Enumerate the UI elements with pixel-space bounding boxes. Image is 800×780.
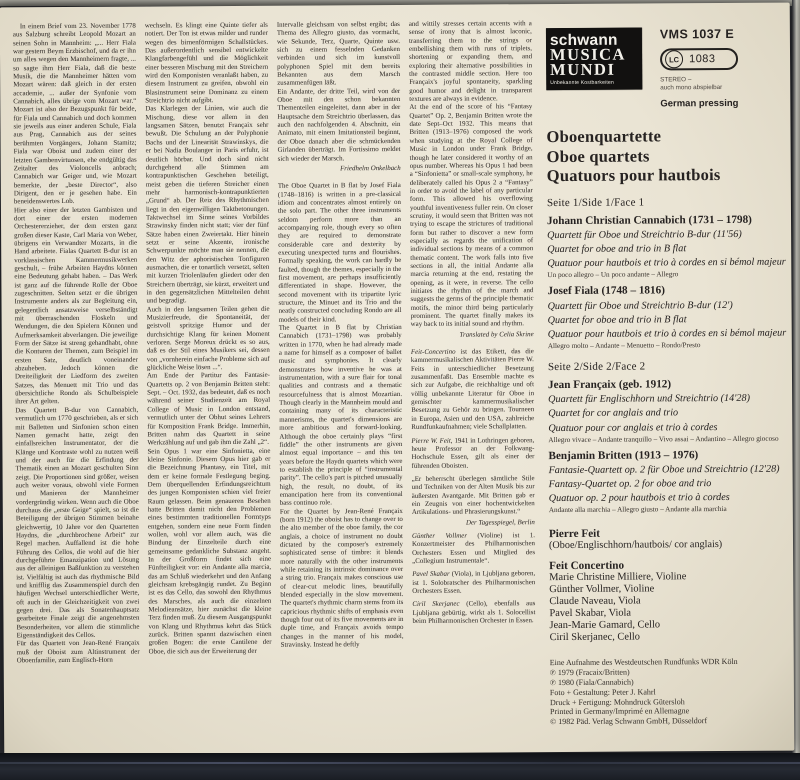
logo-word-mundi: MUNDI xyxy=(550,59,616,79)
label-code-badge xyxy=(660,48,738,70)
notes-paragraph: Hier also einer der letzten Gambisten und dort einer der ersten modernen Orchestererzieher, der dem ersten ganz großen dieser Kaste, Carl Maria von Weber, übrigens ein Verwandter Mozarts, in die Hand arbeitete. Fialas Quartett B-dur ist an vorklassischen Kammermusikwerken geschult, – frühe Arbeiten Haydns können eine Bedeutung gehabt haben. – Das Werk ist ganz auf die führende Rolle der Oboe zugeschnitten. Selten setzt er die übrigen Instrumente anders als zur Begleitung ein, gelegentlich ansatzweise verselbständigt mit überraschenden Floskeln und Wendungen, die den Spielern Können und Aufmerksamkeit abverlangen. Die jeweilige Form der Sätze ist streng gehandhabt, ohne die Konturen der Themen, zum Beispiel im ersten Satz, deutlich voneinander abzuheben. Jedoch können die Dreiteiligkeit der Liedform des zweiten Satzes, das Menuett mit Trio und das übersichtliche Rondo als Schulbeispiele ihrer Art gelten. xyxy=(13,206,139,406)
notes-signature: Friedhelm Onkelbach xyxy=(340,164,401,173)
credit-line: ℗ 1979 (Fracaix/Britten) xyxy=(549,667,630,678)
album-back-cover xyxy=(0,3,794,756)
stereo-note xyxy=(660,76,738,91)
album-title-fr: Quatuors pour hautbois xyxy=(546,165,721,186)
logo-tagline: Unbekannte Kostbarkeiten xyxy=(550,79,614,87)
side-heading: Seite 2/Side 2/Face 2 xyxy=(547,360,646,374)
work-title-en: Fantasy-Quartet op. 2 for oboe and trio xyxy=(548,478,712,491)
photo-bottom-shadow xyxy=(0,753,800,780)
work-entry xyxy=(548,448,790,514)
notes-paragraph: Feit-Concertino ist das Etikett, das die kammermusikalischen Aktivitäten Pierre W. Feits in unterschiedlicher Besetzung zusammenfaßt. Das Ensemble machte es sich zur Aufgabe, die reichhaltige und oft völlig unbekannte Literatur für Oboe in gemischter kammermusikalischer Besetzung zu Gehör zu bringen. Tourneen in Europa, Asien und den USA, zahlreiche Rundfunkaufnahmen; viele Schallplatten. xyxy=(410,348,535,432)
soloist-name: Pierre Feit xyxy=(548,527,601,540)
notes-paragraph: Für das Quartett von Jean-René Françaix muß der Oboist zum Altinstrument der Oboenfamilie, zum Englisch-Horn xyxy=(16,640,140,665)
catalog-block xyxy=(660,27,739,109)
logo-brand-text: schwann xyxy=(549,31,618,50)
work-composer: Benjamin Britten (1913 – 1976) xyxy=(548,449,699,462)
album-title-de: Oboenquartette xyxy=(546,126,662,147)
notes-paragraph: Ein Andante, der dritte Teil, wird von der Oboe mit den schon bekannten Thementeilen eingeleitet, dann aber in der Hauptsache dem Streichtrio überlassen, das auch den nachfolgenden 4. Abschnitt, ein Animato, mit einem Imitationsteil beginnt, der Oboe danach aber die schmückenden Girlanden überträgt. Im Fortissimo meldet sich wieder der Marsch. xyxy=(277,87,401,163)
catalog-number: VMS 1037 E xyxy=(659,26,735,42)
credit-line: Foto + Gestaltung: Peter J. Kahrl xyxy=(549,687,656,697)
notes-paragraph: Das Quartett B-dur von Cannabich, vermutlich um 1770 geschrieben, als er sich mit Balletten und Sinfonien schon einen Namen gemacht hatte, zeigt den einfallsreichen Instrumentator, der die Klänge und Kontraste wohl zu nutzen weiß und der auch für die Erfindung der Thematik einen an Mozart geschulten Sinn zeigt. Die Proportionen sind größer, weisen auch weiter voraus, obwohl viele Formen und Manieren der Mannheimer vordergründig wirken. Wenn auch die Oboe durchaus die „erste Geige“ spielt, so ist die Beteiligung der übrigen Stimmen beinahe gleichwertig, 10 Jahre vor den Quartetten Haydns, die „durchbrochene Arbeit“ zur Regel machen. Auffallend ist die hohe Führung des Cellos, die wohl auf die hier durchgeführte Emanzipation und Lösung aus der alleinigen Baßfunktion zu verstehen ist. Vielfältig ist auch das rhythmische Bild und knifflig das Zusammenspiel durch den häufigen Wechsel unterschiedlicher Werte, oft auch in der Gleichzeitigkeit von zwei gegen drei. Das als Sonatenhauptsatz gearbeitete Finale zeigt die angenehmsten Besonderheiten, vor allem die stimmliche Eigenständigkeit des Cellos. xyxy=(15,406,140,640)
notes-paragraph: wechseln. Es klingt eine Quinte tiefer als notiert. Der Ton ist etwas milder und runder wegen des birnenförmigen Schallstückes. Das außerordentlich sensibel entwickelte Klangfarbengefühl und die Möglichkeit einer besseren Mischung mit den Streichern wird den Komponisten veranlaßt haben, zu diesem Instrument zu greifen, obwohl ein Blasinstrument seine Dominanz zu einem Streichtrio nicht aufgibt. xyxy=(144,21,269,105)
ensemble-members xyxy=(549,570,791,644)
notes-paragraph: Am Ende der Partitur des Fantasie-Quartetts op. 2 von Benjamin Britten steht: Sept. – Oct. 1932, das bedeutet, daß es noch während seiner Studienzeit am Royal College of Music in London entstand, vermutlich unter der Obhut seines Lehrers für Komposition Frank Bridge. Immerhin, Britten nahm das Quartett in seine Werkzählung auf und gab ihm die Zahl „2“. xyxy=(146,372,271,447)
notes-paragraph: Ciril Skerjanec (Cello), ebenfalls aus Ljubljana gebürtig, wirkt als 1. Solocellist beim Philharmonischen Orchester in Essen. xyxy=(412,600,536,625)
work-title-de: Quartett für Oboe und Streichtrio B-dur (11'56) xyxy=(547,228,742,241)
work-title-en: Quartet for cor anglais and trio xyxy=(548,407,679,420)
work-title-de: Quartett für Oboe und Streichtrio B-dur (12') xyxy=(547,299,733,312)
notes-paragraph: The Oboe Quartet in B flat by Josef Fiala (1748–1816) is written in a pre-classical idiom and concentrates almost entirely on the solo part. The other three instruments seldom perform more than an accompanying role, though every so often they are required to demonstrate considerable care and dexterity by executing unexpected turns and flourishes. Formally speaking, the work can hardly be faulted, though the themes, especially in the first movement, are perhaps insufficiently differentiated in shape. However, the second movement with its tripartite lyric structure, the Minuet and its Trio and the neatly constructed concluding Rondo are all models of their kind. xyxy=(277,182,402,324)
notes-paragraph: and wittily stresses certain accents with a sense of irony that is almost laconic, transferring them to the strings or embellishing them with runs of triplets, shortening or expanding them, and exploring their alternative possibilities in the contrasted middle section. Here too Françaix's joyful spontaneity, sparkling good humor and delight in transparent textures are always in evidence. xyxy=(408,20,533,104)
credit-line: Eine Aufnahme des Westdeutschen Rundfunks WDR Köln xyxy=(549,657,738,668)
work-entry xyxy=(547,213,789,279)
notes-column-1 xyxy=(13,23,140,750)
liner-notes xyxy=(13,20,536,749)
ensemble-member: Claude Naveau, Viola xyxy=(549,595,641,608)
work-movements: Allegro molto – Andante – Menuetto – Rondo/Presto xyxy=(547,341,701,350)
notes-column-3 xyxy=(277,21,404,748)
notes-column-2 xyxy=(145,22,272,749)
work-entry xyxy=(548,378,790,444)
credits-block xyxy=(550,657,792,727)
logo-word-musica: MUSICA xyxy=(549,44,626,65)
notes-paragraph: The Quartet in B flat by Christian Cannabich (1731–1798) was probably written in 1770, when he had already made a name for himself as a composer of ballet music and symphonies. It clearly demonstrates how inventive he was at instrumentation, with a sure flair for tonal qualities and contrasts and a thematic resourcefulness that is almost Mozartian. Though clearly in the Mannheim mould and containing many of its characteristic mannerisms, the quartet's dimensions are more ambitious and forward-looking. Although the oboe certainly plays “first fiddle” the other instruments are given almost equal importance – and this ten years before the Haydn quartets which were to establish the principle of “instrumental parity”. The cello's part is pitched unusually high, the result, no doubt, of its emancipation here from its conventional bass continuo role. xyxy=(278,324,403,507)
work-movements: Un poco allegro – Un poco andante – Allegro xyxy=(547,270,679,280)
tracklist xyxy=(547,195,791,515)
credit-line: ℗ 1980 (Fiala/Cannabich) xyxy=(549,677,634,688)
work-title-fr: Quatuor pour hautbois et trio à cordes en si bémol majeur xyxy=(547,256,786,270)
notes-column-4 xyxy=(409,20,536,747)
notes-paragraph: Intervalle gleichsam von selbst ergibt; das Thema des Allegro giusto, das vormacht, wie Sekunde, Terz, Quarte, Quinte usw. sich zu einem fesselnden Gedanken verbinden und sich im kunstvoll polyphonen Spiel mit dem bereits Bekannten aus dem Marsch zusammenfügen läßt. xyxy=(276,20,401,88)
album-title-en: Oboe quartets xyxy=(546,145,650,166)
notes-paragraph: At the end of the score of his “Fantasy Quartet” Op. 2, Benjamin Britten wrote the date Sept–Oct 1932. This means that Britten (1913–1976) composed the work when studying at the Royal College of Music in London under Frank Bridge, though he later considered it worthy of an opus number. Whereas his Opus 1 had been a “Sinfonietta” or small-scale symphony, he deliberately called his Opus 2 a “Fantasy” in order to avoid the label of any particular form. This allowed his overflowing youthful inventiveness fuller rein. On closer scrutiny, it would seem that Britten was not trying to escape the strictures of traditional form but rather to discover a new form especially as regards the unification of individual sections by means of a common thematic content. The work falls into five sections in all, the initial Andante alla marcia returning at the end, restating the opening, as it were, in reverse. The cello initiates the rhythm of the march and suggests the germs of the principle thematic motifs, the minor third being particularly prominent. The quartet finally makes its way back to its initial sound and rhythm. xyxy=(409,103,534,329)
work-movements: Allegro vivace – Andante tranquillo – Vivo assai – Andantino – Allegro giocoso xyxy=(548,434,779,444)
work-title-fr: Quatuor pour cor anglais et trio à cordes xyxy=(548,421,718,434)
work-title-fr: Quatuor pour hautbois et trio à cordes en si bémol majeur xyxy=(547,327,787,340)
work-composer: Johann Christian Cannabich (1731 – 1798) xyxy=(546,213,752,227)
label-info-row xyxy=(546,27,788,110)
work-entry xyxy=(547,284,789,350)
ensemble-member: Marie Christine Milliere, Violine xyxy=(549,571,687,583)
schwann-musica-mundi-logo xyxy=(546,27,642,90)
soloist-instruments: (Oboe/Englischhorn/hautbois/ cor anglais) xyxy=(548,538,723,551)
credit-line: © 1982 Päd. Verlag Schwann GmbH, Düsseldorf xyxy=(550,716,708,727)
performers-block xyxy=(549,526,792,644)
sidebar xyxy=(546,27,792,754)
work-title-de: Fantasie-Quartett op. 2 für Oboe und Streichtrio (12'28) xyxy=(548,463,780,477)
notes-signature: Der Tagesspiegel, Berlin xyxy=(465,518,535,527)
notes-paragraph: „Er beherrscht überlegen sämtliche Stile und Techniken von der Alten Musik bis zur äußersten Avantgarde. Mit Britten gab er ein Zeugnis von einer hochentwickelten Artikulations- und Phrasierungskunst.“ xyxy=(411,475,535,517)
work-movements: Andante alla marchia – Allegro giusto – Andante alla marchia xyxy=(548,505,727,515)
notes-paragraph: Pierre W. Feit, 1941 in Lothringen geboren, heute Professor an der Folkwang-Hochschule Essen, gilt als einer der führenden Oboisten. xyxy=(411,436,535,470)
work-title-en: Quartet for oboe and trio in B flat xyxy=(547,313,687,326)
notes-paragraph: Auch in den langsamen Teilen gehen die Musizierfreude, die Spontaneität, der geistvoll spritzige Humor und der durchsichtige Klang für keinen Moment verloren. Serge Moreux drückt es so aus, daß es der Stil eines Musikers sei, dessen von „vornherein einfache Probleme sich auf glückliche Weise lösen ...“. xyxy=(146,305,270,372)
stereo-note-line2: auch mono abspielbar xyxy=(660,83,723,91)
notes-paragraph: Pavel Skabar (Viola), in Ljubljana geboren, ist 1. Solobratscher des Philharmonischen Orchesters Essen. xyxy=(412,570,536,595)
album-titles xyxy=(546,126,788,186)
ensemble-member: Jean-Marie Gamard, Cello xyxy=(549,619,661,632)
stereo-note-line1: STEREO – xyxy=(660,76,692,84)
ensemble-member: Ciril Skerjanec, Cello xyxy=(549,631,640,644)
credit-line: Druck + Fertigung: Mohndruck Gütersloh xyxy=(549,696,685,707)
notes-paragraph: Günther Vollmer (Violine) ist 1. Konzertmeister des Philharmonischen Orchesters Essen und Mitglied des „Collegium Instrumentale“. xyxy=(411,532,536,565)
notes-paragraph: Sein Opus 1 war eine Sinfonietta, eine kleine Sinfonie. Diesem Opus hier gab er die Bezeichnung Phantasy, ein Titel, mit dem er keine formale Festlegung beging. Dem überquellenden Erfindungsreichtum des jungen Komponisten schien viel freier Raum gelassen. Beim genaueren Besehen hatte Britten damit nicht den Problemen eines bestimmten traditionellen Formtyps entgehen, sondern eine neue Form finden wollen, wohl vor allem auch, was die Bindung der Einzelteile durch eine gemeinsame gedankliche Substanz angeht. In der Großform findet sich eine Fünfteiligkeit vor: ein Andante alla marcia, das am Schluß wiederkehrt und den Anfang gleichsam krebsgängig rundet. Zu Beginn ist es das Cello, das sowohl den Rhythmus des Marsches, als auch die einzelnen Melodieansätze, hier zunächst die kleine Terz finden muß. Zu diesem Ausgangspunkt von Klang und Rhythmus kehrt das Stück zurück. Britten spannt dazwischen einen großen Bogen: die erste Cantilene der Oboe, die sich aus der Erweiterung der xyxy=(147,447,272,656)
lc-circle: LC xyxy=(665,50,683,68)
ensemble-member: Pavel Skabar, Viola xyxy=(549,607,632,620)
work-title-fr: Quatuor op. 2 pour hautbois et trio à cordes xyxy=(548,492,730,505)
ensemble-name: Feit Concertino xyxy=(549,559,625,572)
notes-paragraph: For the Quartet by Jean-René Françaix (born 1912) the oboist has to change over to the alto member of the oboe family, the cor anglais, a choice of instrument no doubt dictated by the composer's extremely sophisticated sense of timbre: it blends more naturally with the other instruments while retaining its intrinsic dominance over a string trio. Françaix makes conscious use of clear-cut melodic lines, beautifully blended especially in the slow movement. The quartet's rhythmic charm stems from its capricious rhythmic shifts of emphasis even though four out of its five movements are in duple time, and Françaix avoids tempo changes in the manner of his model, Stravinsky. Instead he deftly xyxy=(279,507,404,649)
notes-signature: Translated by Celia Skrine xyxy=(459,330,534,339)
lc-number: 1083 xyxy=(689,53,716,66)
work-composer: Josef Fiala (1748 – 1816) xyxy=(547,284,665,298)
notes-paragraph: In einem Brief vom 23. November 1778 aus Salzburg schreibt Leopold Mozart an seinen Sohn in Mannheim: „... Herr Fiala war gestern Beym Erzbischof, und da er ihn um alles wegen den Mannheimern fragte, ... so sagte ihm Herr Fiala, daß die beste Musik, die die Mannheimer hätten vom Mozart wären: daß gleich in der ersten accademie, ... außer der Synfonie vom Cannabich, alles übrige vom Mozart war.“ Mozart ist also der Bezugspunkt für beide, für Fiala und Cannabich und doch kommen sie jeweils aus einer anderen Schule, Fiala aus Prag, Cannabich aus der seines berühmten Vorgängers, Johann Stamitz; Fiala war Oboist und zudem einer der letzten Gambenvirtuosen, ehe endgültig das Zeitalter des Violoncells anbrach; Cannabich war Geiger und, wie Mozart bemerkte, der „beste Director“, also Dirigent, den er je gesehen habe. Ein beneidenswertes Lob. xyxy=(12,22,137,206)
work-title-en: Quartet for oboe and trio in B flat xyxy=(547,243,687,255)
side-heading: Seite 1/Side 1/Face 1 xyxy=(546,195,645,209)
work-title-de: Quartett für Englischhorn und Streichtrio (14'28) xyxy=(548,393,751,406)
pressing-note: German pressing xyxy=(660,97,739,110)
ensemble-member: Günther Vollmer, Violine xyxy=(549,583,655,595)
credit-line: Printed in Germany/Imprimé en Allemagne xyxy=(550,706,690,717)
notes-paragraph: Das Klarlegen der Linien, wie auch die Mischung, diese vor allem in den langsamen Sätzen, benutzt Françaix sehr bewußt. Die Schulung an der Polyphonie Bachs und der Linearität Strawinskys, die er bei Nadia Boulanger in Paris erfuhr, ist deutlich hörbar. Und doch sind nicht durchgehend alle Stimmen am kontrapunktischen Geschehen beteiligt, meist geben die tieferen Streicher einen mehr harmonisch-kontrapunktierten „Grund“ ab. Der Reiz des Rhythmischen liegt in den eigenwilligen Taktbetonungen. Taktwechsel im Sinne seines Vorbildes Strawinsky finden nicht statt; vier der fünf Sätze haben einen Zweiertakt. Hier hinein setzt er seine Akzente, ironische Schwerpunkte möchte man sie nennen, die den Witz der aphoristischen Tonfiguren ausmachen, die er tonartlich versetzt, selten mit kurzen Triolenläufen gliedert oder den Streichern überträgt, sie kürzt, erweitert und in den gegensätzlichen Mittelteilen dehnt und begradigt. xyxy=(145,105,270,305)
work-composer: Jean Françaix (geb. 1912) xyxy=(548,378,672,392)
